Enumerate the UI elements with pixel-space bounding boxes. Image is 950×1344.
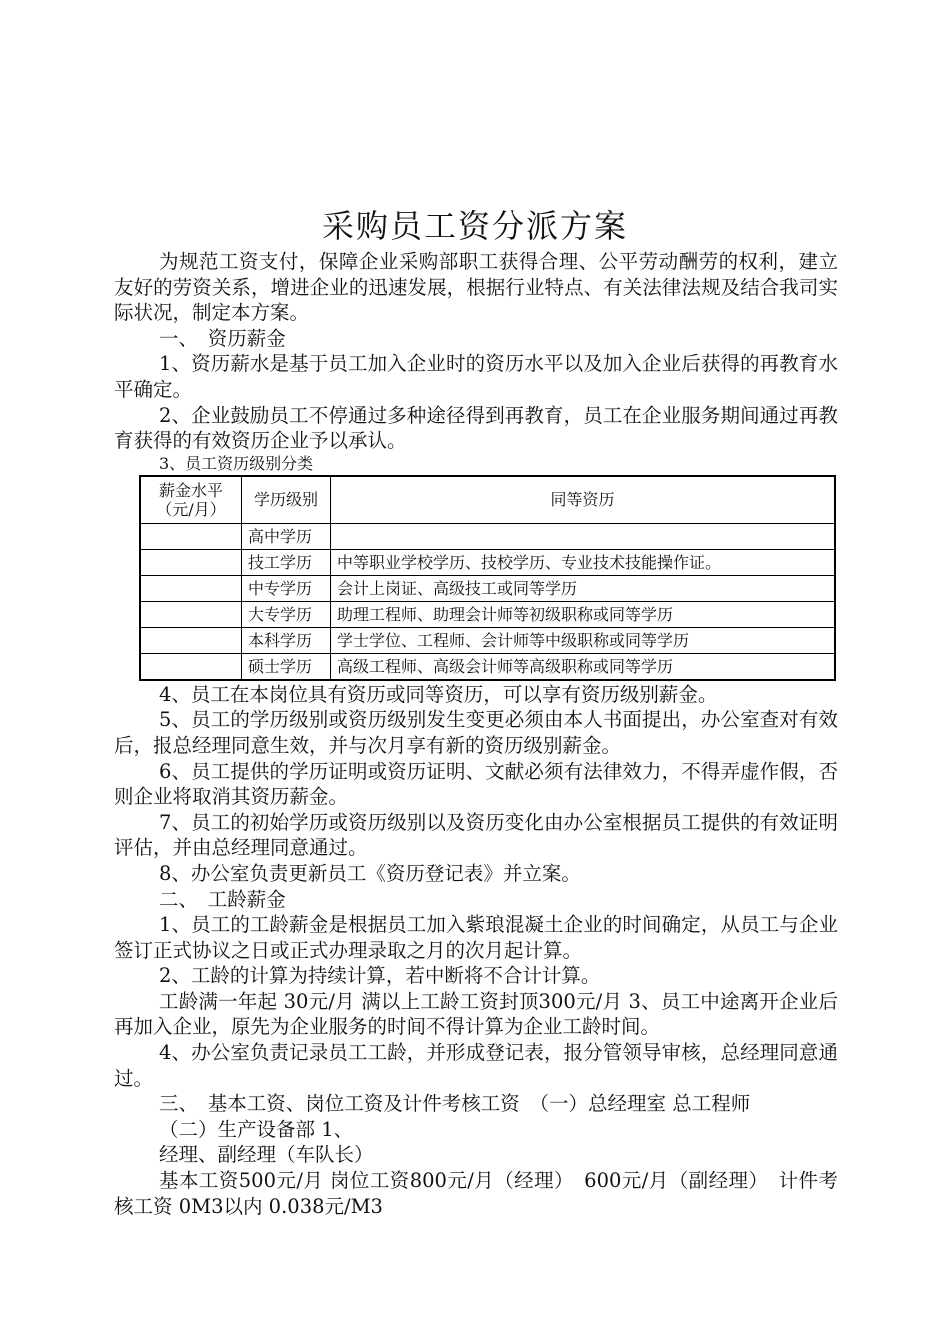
paragraph: 4、办公室负责记录员工工龄，并形成登记表，报分管领导审核，总经理同意通过。	[114, 1041, 838, 1090]
level-cell: 本科学历	[242, 627, 331, 653]
paragraph: 8、办公室负责更新员工《资历登记表》并立案。	[159, 861, 581, 885]
intro-paragraph: 为规范工资支付，保障企业采购部职工获得合理、公平劳动酬劳的权利，建立友好的劳资关系，增进企业的迅速发展，根据行业特点、有关法律法规及结合我司实际状况，制定本方案。	[114, 250, 838, 325]
table-row	[140, 575, 835, 601]
salary-cell	[140, 627, 242, 653]
level-cell: 技工学历	[242, 549, 331, 575]
document-body	[114, 249, 838, 1219]
paragraph: 4、员工在本岗位具有资历或同等资历，可以享有资历级别薪金。	[159, 682, 718, 706]
section-heading-qualification: 一、 资历薪金	[159, 326, 286, 350]
paragraph: 7、员工的初始学历或资历级别以及资历变化由办公室根据员工提供的有效证明评估，并由总经理同意通过。	[114, 810, 838, 860]
level-cell: 中专学历	[242, 575, 331, 601]
paragraph: 基本工资500元/月 岗位工资800元/月（经理） 600元/月（副经理） 计件考核工资 0M3以内 0.038元/M3	[114, 1169, 838, 1218]
salary-cell	[140, 653, 242, 680]
equiv-cell: 会计上岗证、高级技工或同等学历	[331, 575, 836, 601]
header-equivalent-qualification: 同等资历	[331, 476, 836, 524]
qualification-table	[139, 475, 836, 681]
salary-cell	[140, 575, 242, 601]
table-row	[140, 601, 835, 627]
paragraph: 1、员工的工龄薪金是根据员工加入紫琅混凝土企业的时间确定，从员工与企业签订正式协议之日或正式办理录取之月的次月起计算。	[114, 913, 838, 962]
section-heading-seniority: 二、 工龄薪金	[159, 887, 286, 911]
level-cell: 硕士学历	[242, 653, 331, 680]
header-education-level: 学历级别	[242, 476, 331, 524]
salary-cell	[140, 549, 242, 575]
paragraph: （二）生产设备部 1、	[159, 1117, 354, 1141]
table-caption: 3、员工资历级别分类	[159, 453, 314, 473]
paragraph: 6、员工提供的学历证明或资历证明、文献必须有法律效力，不得弄虚作假，否则企业将取消其资历薪金。	[114, 759, 838, 809]
paragraph: 2、工龄的计算为持续计算，若中断将不合计计算。	[159, 964, 601, 988]
document-title: 采购员工资分派方案	[321, 207, 628, 245]
equiv-cell	[331, 523, 836, 549]
table-header-row	[140, 476, 835, 524]
table-row	[140, 549, 835, 575]
equiv-cell: 高级工程师、高级会计师等高级职称或同等学历	[331, 653, 836, 680]
section-heading-base-wage: 三、 基本工资、岗位工资及计件考核工资 （一）总经理室 总工程师	[159, 1092, 751, 1116]
equiv-cell: 学士学位、工程师、会计师等中级职称或同等学历	[331, 627, 836, 653]
paragraph: 工龄满一年起 30元/月 满以上工龄工资封顶300元/月 3、员工中途离开企业后再加入企业，原先为企业服务的时间不得计算为企业工龄时间。	[114, 989, 838, 1039]
level-cell: 高中学历	[242, 523, 331, 549]
paragraph: 经理、副经理（车队长）	[159, 1143, 374, 1167]
level-cell: 大专学历	[242, 601, 331, 627]
salary-cell	[140, 523, 242, 549]
table-row	[140, 627, 835, 653]
paragraph: 5、员工的学历级别或资历级别发生变更必须由本人书面提出，办公室查对有效后，报总经理同意生效，并与次月享有新的资历级别薪金。	[114, 708, 838, 757]
equiv-cell: 助理工程师、助理会计师等初级职称或同等学历	[331, 601, 836, 627]
header-salary-level: 薪金水平（元/月）	[140, 476, 242, 524]
paragraph: 2、企业鼓励员工不停通过多种途径得到再教育，员工在企业服务期间通过再教育获得的有效资历企业予以承认。	[114, 403, 838, 453]
salary-cell	[140, 601, 242, 627]
paragraph: 1、资历薪水是基于员工加入企业时的资历水平以及加入企业后获得的再教育水平确定。	[114, 352, 838, 401]
table-row	[140, 653, 835, 680]
table-row	[140, 523, 835, 549]
equiv-cell: 中等职业学校学历、技校学历、专业技术技能操作证。	[331, 549, 836, 575]
